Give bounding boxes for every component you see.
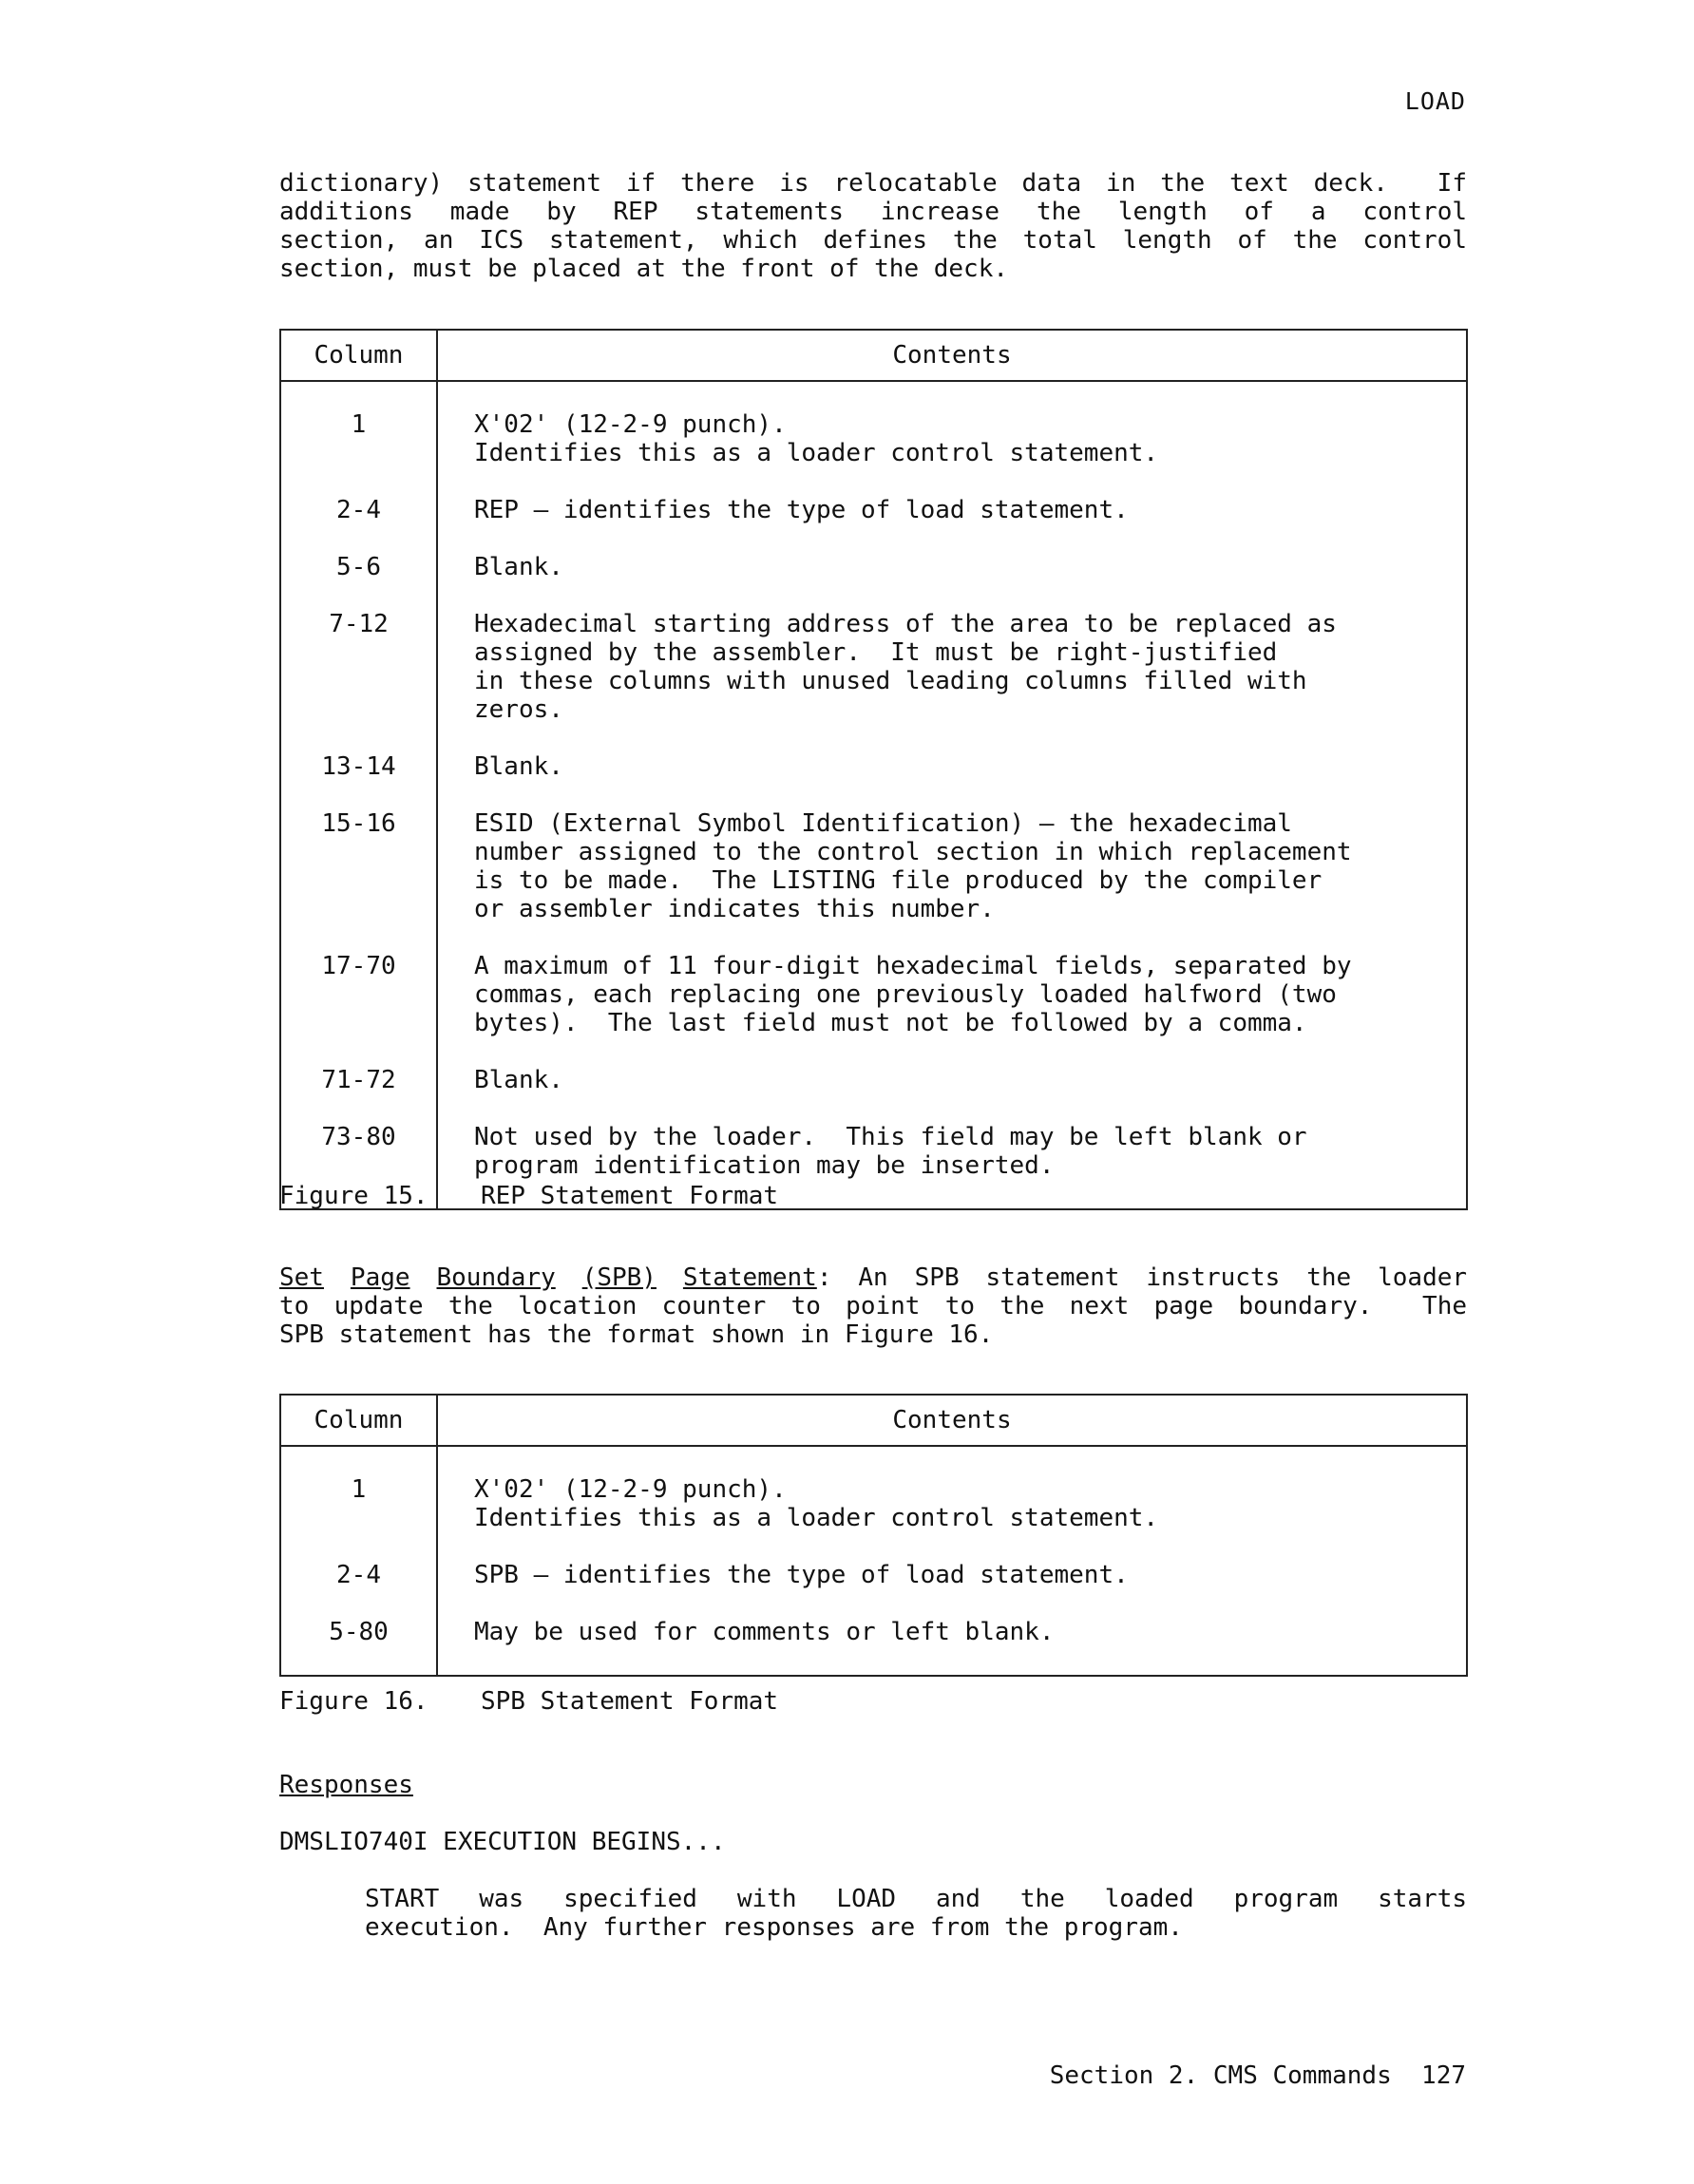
table-body [281, 1447, 1466, 1675]
spacer-row [281, 382, 1466, 410]
spacer-row [281, 581, 1466, 610]
contents-cell [438, 752, 1466, 781]
figure-number: Figure 15. [279, 1182, 428, 1210]
column-range-cell: 7-12 [281, 610, 438, 724]
contents-cell [438, 1123, 1466, 1180]
contents-line: is to be made. The LISTING file produced by the compiler [474, 866, 1323, 895]
contents-line: zeros. [474, 695, 563, 724]
responses-heading: Responses [279, 1771, 413, 1799]
spacer-cell [281, 1589, 438, 1618]
intro-paragraph [279, 169, 1467, 283]
spacer-cell [438, 781, 1466, 809]
column-range-cell: 5-80 [281, 1618, 438, 1646]
contents-line: commas, each replacing one previously loaded halfword (two [474, 980, 1337, 1009]
spacer-cell [281, 1447, 438, 1475]
contents-line: or assembler indicates this number. [474, 895, 995, 923]
spacer-cell [281, 382, 438, 410]
spb-first-line-rest: : An SPB statement instructs the loader [816, 1263, 1468, 1292]
spacer-cell [438, 1037, 1466, 1066]
spb-heading-word: (SPB) [581, 1263, 657, 1292]
contents-cell [438, 496, 1466, 524]
contents-cell [438, 610, 1466, 724]
contents-cell [438, 1561, 1466, 1589]
contents-cell [438, 1066, 1466, 1094]
spb-heading-word: Page [350, 1263, 410, 1292]
spacer-cell [281, 923, 438, 952]
table-row [281, 1123, 1466, 1180]
intro-line: additions made by REP statements increase the length of a control [279, 198, 1467, 226]
spacer-row [281, 724, 1466, 752]
column-range-cell: 71-72 [281, 1066, 438, 1094]
contents-line: Identifies this as a loader control statement. [474, 1504, 1159, 1532]
intro-line: section, an ICS statement, which defines the total length of the control [279, 226, 1467, 255]
contents-line: program identification may be inserted. [474, 1151, 1055, 1180]
spacer-row [281, 1589, 1466, 1618]
table-row [281, 553, 1466, 581]
figure-16-caption [279, 1687, 778, 1716]
spacer-cell [281, 1532, 438, 1561]
column-header: Column [281, 331, 438, 380]
spb-heading-word: Boundary [436, 1263, 556, 1292]
contents-line: Blank. [474, 1066, 563, 1094]
spb-line: SPB statement has the format shown in Figure 16. [279, 1320, 994, 1349]
spacer-cell [281, 467, 438, 496]
table-row [281, 410, 1466, 467]
figure-title: SPB Statement Format [481, 1687, 779, 1716]
spacer-cell [281, 524, 438, 553]
spb-heading-word: Statement [682, 1263, 817, 1292]
contents-line: X'02' (12-2-9 punch). [474, 1475, 787, 1504]
spb-heading-word: Set [279, 1263, 324, 1292]
spacer-row [281, 1037, 1466, 1066]
spacer-row [281, 1447, 1466, 1475]
column-range-cell: 13-14 [281, 752, 438, 781]
spacer-cell [438, 1447, 1466, 1475]
column-range-cell: 15-16 [281, 809, 438, 923]
column-range-cell: 2-4 [281, 496, 438, 524]
spacer-cell [438, 524, 1466, 553]
contents-line: bytes). The last field must not be followed by a comma. [474, 1009, 1307, 1037]
spacer-row [281, 467, 1466, 496]
contents-line: X'02' (12-2-9 punch). [474, 410, 787, 439]
intro-line: dictionary) statement if there is relocatable data in the text deck. If [279, 169, 1467, 198]
table-header-row [281, 331, 1466, 382]
explanation-line: START was specified with LOAD and the loaded program starts [365, 1885, 1467, 1913]
column-range-cell: 5-6 [281, 553, 438, 581]
spacer-cell [281, 1646, 438, 1675]
spb-line: to update the location counter to point to the next page boundary. The [279, 1292, 1467, 1320]
spacer-cell [281, 581, 438, 610]
spacer-row [281, 1646, 1466, 1675]
spacer-cell [281, 724, 438, 752]
figure-number: Figure 16. [279, 1687, 428, 1716]
contents-line: in these columns with unused leading columns filled with [474, 667, 1307, 695]
spacer-cell [438, 1094, 1466, 1123]
page-footer: Section 2. CMS Commands 127 [1049, 2061, 1466, 2090]
spacer-cell [438, 581, 1466, 610]
response-explanation [365, 1885, 1467, 1942]
spacer-row [281, 1532, 1466, 1561]
intro-line: section, must be placed at the front of the deck. [279, 255, 1009, 283]
spacer-cell [438, 1589, 1466, 1618]
contents-line: Not used by the loader. This field may be left blank or [474, 1123, 1307, 1151]
table-row [281, 610, 1466, 724]
table-body [281, 382, 1466, 1208]
contents-header: Contents [892, 341, 1012, 370]
contents-cell [438, 1618, 1466, 1646]
spacer-cell [281, 1037, 438, 1066]
spacer-cell [438, 1646, 1466, 1675]
table-header-row [281, 1396, 1466, 1447]
spacer-cell [438, 724, 1466, 752]
spb-first-line [279, 1263, 1467, 1292]
figure-15-caption [279, 1182, 778, 1210]
response-message: DMSLIO740I EXECUTION BEGINS... [279, 1828, 726, 1856]
column-range-cell: 17-70 [281, 952, 438, 1037]
figure-title: REP Statement Format [481, 1182, 779, 1210]
table-row [281, 1618, 1466, 1646]
contents-line: number assigned to the control section in which replacement [474, 838, 1352, 866]
contents-line: May be used for comments or left blank. [474, 1618, 1055, 1646]
contents-line: SPB — identifies the type of load statement. [474, 1561, 1129, 1589]
contents-line: Identifies this as a loader control statement. [474, 439, 1159, 467]
spacer-cell [438, 382, 1466, 410]
column-range-cell: 1 [281, 410, 438, 467]
contents-line: Blank. [474, 752, 563, 781]
contents-line: A maximum of 11 four-digit hexadecimal fields, separated by [474, 952, 1352, 980]
spacer-cell [281, 1094, 438, 1123]
spacer-row [281, 1094, 1466, 1123]
contents-header: Contents [892, 1406, 1012, 1434]
contents-line: REP — identifies the type of load statement. [474, 496, 1129, 524]
spb-paragraph [279, 1263, 1467, 1349]
contents-cell [438, 952, 1466, 1037]
spb-format-table [279, 1394, 1468, 1677]
table-row [281, 1475, 1466, 1532]
table-row [281, 809, 1466, 923]
explanation-line: execution. Any further responses are from the program. [365, 1913, 1183, 1942]
contents-line: Hexadecimal starting address of the area to be replaced as [474, 610, 1337, 638]
column-range-cell: 1 [281, 1475, 438, 1532]
column-range-cell: 2-4 [281, 1561, 438, 1589]
contents-cell [438, 410, 1466, 467]
contents-line: assigned by the assembler. It must be right-justified [474, 638, 1278, 667]
spacer-row [281, 524, 1466, 553]
table-row [281, 1561, 1466, 1589]
spacer-row [281, 923, 1466, 952]
contents-cell [438, 809, 1466, 923]
running-header: LOAD [1404, 87, 1466, 115]
spacer-cell [438, 467, 1466, 496]
spacer-cell [438, 923, 1466, 952]
contents-cell [438, 553, 1466, 581]
spacer-cell [281, 781, 438, 809]
table-row [281, 496, 1466, 524]
table-row [281, 952, 1466, 1037]
contents-line: Blank. [474, 553, 563, 581]
table-row [281, 752, 1466, 781]
rep-format-table [279, 329, 1468, 1210]
spacer-row [281, 781, 1466, 809]
column-range-cell: 73-80 [281, 1123, 438, 1180]
spacer-cell [438, 1532, 1466, 1561]
contents-cell [438, 1475, 1466, 1532]
contents-line: ESID (External Symbol Identification) — the hexadecimal [474, 809, 1292, 838]
column-header: Column [281, 1396, 438, 1445]
table-row [281, 1066, 1466, 1094]
